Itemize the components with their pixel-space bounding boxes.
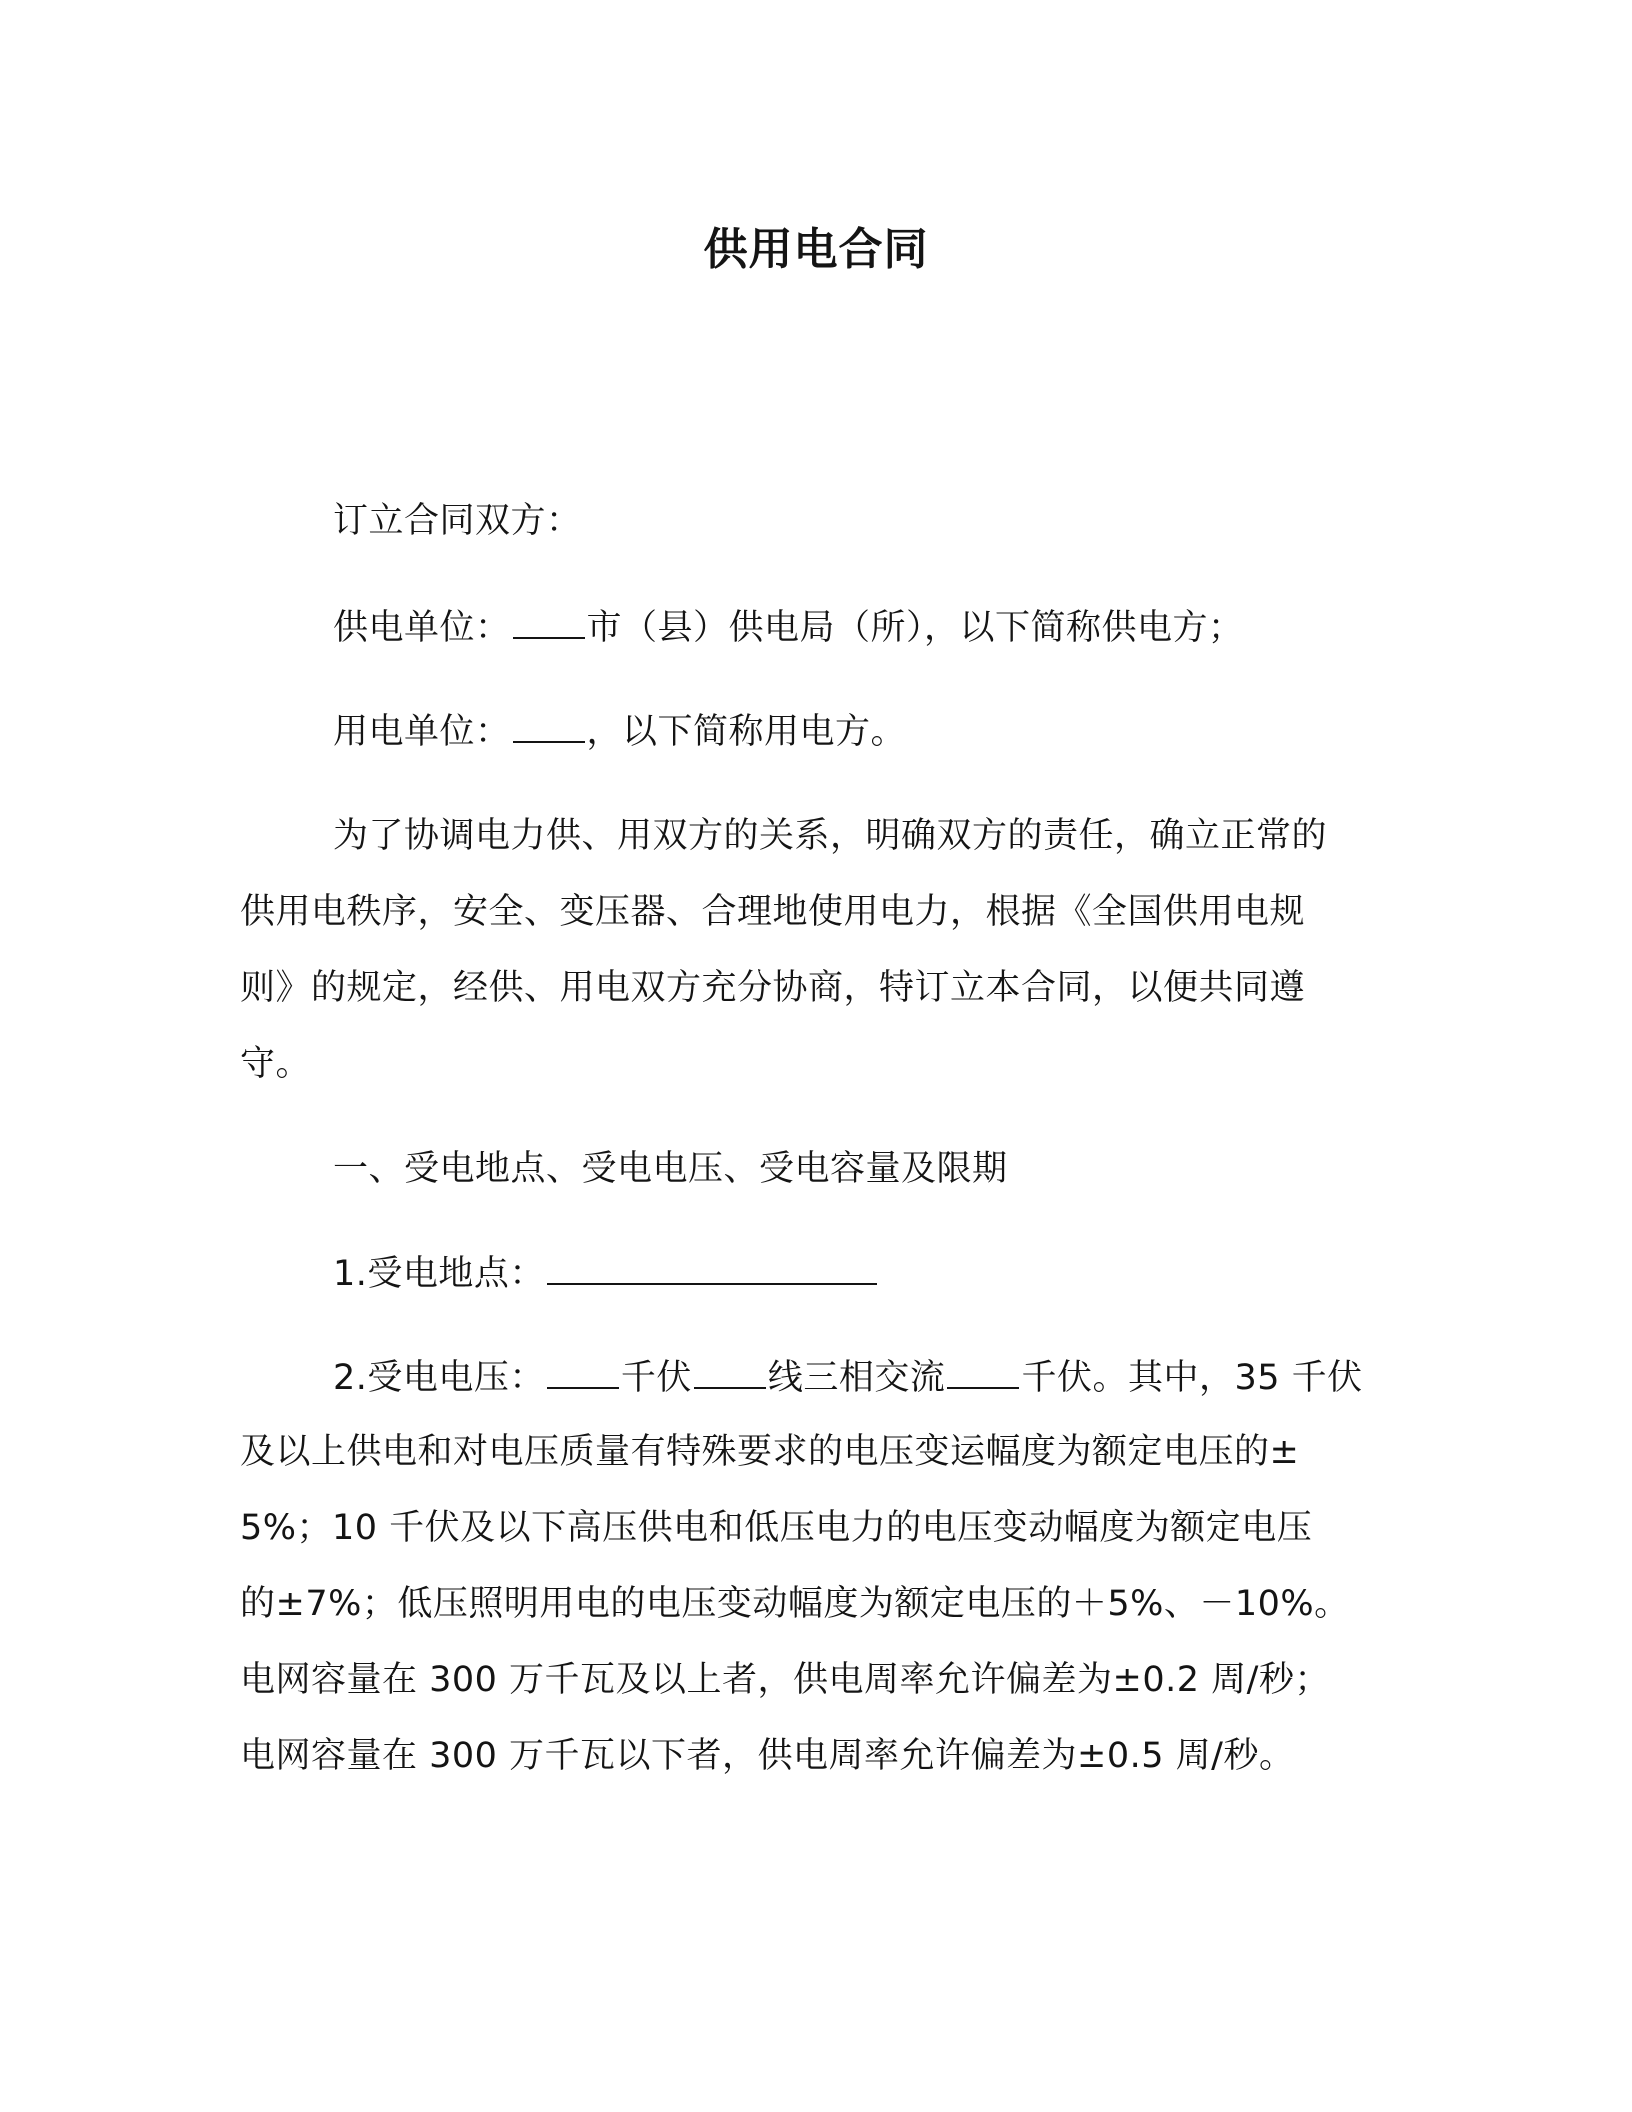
item1-label: 1.受电地点： — [333, 1254, 545, 1294]
preamble-line: 供用电秩序，安全、变压器、合理地使用电力，根据《全国供用电规 — [240, 892, 1306, 932]
item2-text-line: 电网容量在 300 万千瓦以下者，供电周率允许偏差为±0.5 周/秒。 — [240, 1736, 1295, 1776]
item2-line — [333, 1353, 1363, 1402]
voltage-blank-3 — [947, 1353, 1019, 1389]
supplier-blank — [513, 603, 585, 639]
supplier-suffix: 市（县）供电局（所），以下简称供电方； — [586, 608, 1244, 648]
voltage-blank-1 — [547, 1353, 619, 1389]
supplier-line — [333, 603, 1244, 652]
item2-part1: 千伏 — [620, 1358, 692, 1398]
preamble-line: 则》的规定，经供、用电双方充分协商，特订立本合同，以便共同遵 — [240, 968, 1306, 1008]
consumer-line — [333, 707, 906, 756]
item2-text-line: 5%；10 千伏及以下高压供电和低压电力的电压变动幅度为额定电压 — [240, 1508, 1313, 1548]
parties-intro: 订立合同双方： — [333, 501, 582, 541]
consumer-prefix: 用电单位： — [333, 712, 511, 752]
preamble-line: 守。 — [240, 1044, 312, 1084]
voltage-blank-2 — [694, 1353, 766, 1389]
consumer-blank — [513, 707, 585, 743]
supplier-prefix: 供电单位： — [333, 608, 511, 648]
location-blank — [547, 1249, 877, 1285]
item2-part2: 线三相交流 — [767, 1358, 946, 1398]
item2-text-line: 电网容量在 300 万千瓦及以上者，供电周率允许偏差为±0.2 周/秒； — [240, 1660, 1330, 1700]
item1-line — [333, 1249, 879, 1298]
item2-label: 2.受电电压： — [333, 1358, 545, 1398]
item2-text-line: 的±7%；低压照明用电的电压变动幅度为额定电压的＋5%、－10%。 — [240, 1584, 1350, 1624]
document-title: 供用电合同 — [703, 224, 929, 275]
section-heading: 一、受电地点、受电电压、受电容量及限期 — [333, 1149, 1008, 1189]
preamble-line: 为了协调电力供、用双方的关系，明确双方的责任，确立正常的 — [333, 816, 1328, 856]
consumer-suffix: ，以下简称用电方。 — [586, 712, 907, 752]
item2-text-line: 及以上供电和对电压质量有特殊要求的电压变运幅度为额定电压的± — [240, 1432, 1300, 1472]
item2-part3: 千伏。其中，35 千伏 — [1021, 1358, 1363, 1398]
